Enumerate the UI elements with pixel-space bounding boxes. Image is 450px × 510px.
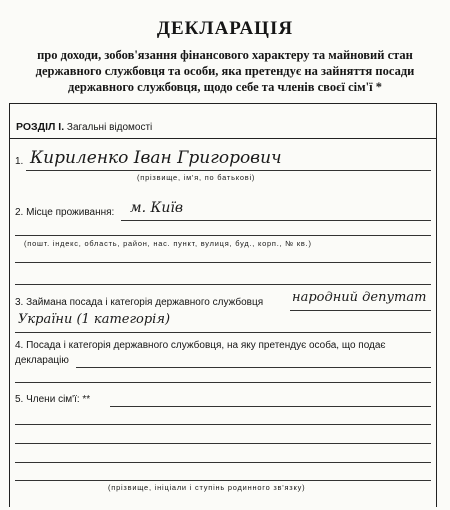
field-3-line-1 (290, 310, 431, 311)
section-header (10, 104, 436, 139)
field-2-line-4 (15, 284, 431, 285)
field-4-label-2: декларацію (15, 355, 69, 366)
field-5-line-2 (15, 424, 431, 425)
section-name: Загальні відомості (66, 122, 153, 133)
field-2-handwritten-place: м. Київ (130, 200, 183, 216)
field-2-line-3 (15, 262, 431, 263)
field-1-number: 1. (15, 156, 24, 167)
field-3-handwritten-category: України (1 категорія) (18, 312, 171, 327)
document-title: ДЕКЛАРАЦІЯ (156, 18, 294, 39)
field-5-line-5 (15, 480, 431, 481)
section-number: РОЗДІЛ І. (16, 121, 65, 133)
field-5-line-1 (110, 406, 431, 407)
field-5-line-4 (15, 462, 431, 463)
field-1-handwritten-name: Кириленко Іван Григорович (30, 148, 282, 168)
field-5-hint: (прізвище, ініціали і ступінь родинного зв'язку) (108, 483, 306, 492)
document-subtitle (14, 47, 436, 95)
field-2-line-2 (15, 235, 431, 236)
field-2-hint: (пошт. індекс, область, район, нас. пункт, вулиця, буд., корп., № кв.) (24, 239, 312, 248)
form-box (9, 103, 437, 507)
field-3-label: 3. Займана посада і категорія державного службовця (15, 297, 264, 308)
field-5-label: 5. Члени сім'ї: ** (15, 394, 91, 405)
subtitle-line-3: державного службовця, щодо себе та членів своєї сім'ї * (68, 80, 382, 94)
field-4-label-1: 4. Посада і категорія державного службовця, на яку претендує особа, що подає (15, 340, 386, 351)
field-3-line-2 (15, 332, 431, 333)
field-3-handwritten-position: народний депутат (292, 290, 427, 305)
field-1-line (26, 170, 431, 171)
field-4-line-1 (76, 367, 431, 368)
field-1-hint: (прізвище, ім'я, по батькові) (137, 173, 256, 182)
field-2-label: 2. Місце проживання: (15, 207, 115, 218)
subtitle-line-2: державного службовця та особи, яка претендує на зайняття посади (35, 64, 415, 78)
field-5-line-3 (15, 443, 431, 444)
subtitle-line-1: про доходи, зобов'язання фінансового характеру та майновий стан (37, 48, 413, 62)
field-2-line-1 (121, 220, 431, 221)
field-4-line-2 (15, 382, 431, 383)
